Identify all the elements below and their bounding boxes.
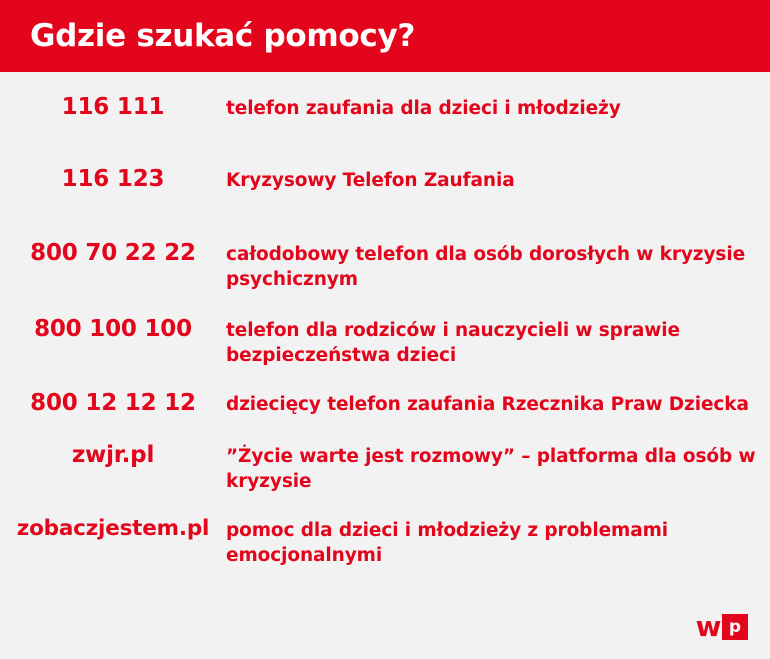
header-bar [0, 0, 770, 72]
contact-description: ”Życie warte jest rozmowy” – platforma dla osób w kryzysie [226, 446, 756, 493]
contact-description: pomoc dla dzieci i młodzieży z problemami emocjonalnymi [226, 520, 668, 567]
wp-logo [695, 610, 748, 643]
contact-number: 800 100 100 [34, 316, 192, 342]
list-item [0, 514, 770, 574]
contact-number: 800 70 22 22 [30, 240, 196, 266]
contact-number: 116 123 [61, 166, 165, 192]
contact-description: telefon zaufania dla dzieci i młodzieży [226, 98, 621, 119]
contact-website[interactable]: zwjr.pl [71, 442, 155, 468]
list-item [0, 388, 770, 440]
list-item [0, 92, 770, 164]
list-item [0, 238, 770, 314]
list-item [0, 314, 770, 388]
contact-number: 800 12 12 12 [30, 390, 196, 416]
list-item [0, 164, 770, 238]
contact-description: dziecięcy telefon zaufania Rzecznika Praw Dziecka [226, 394, 749, 415]
contact-description: Kryzysowy Telefon Zaufania [226, 170, 515, 191]
logo-letter-p: p [722, 614, 748, 640]
list-item [0, 440, 770, 514]
logo-letter-w: w [695, 610, 720, 643]
contact-description: całodobowy telefon dla osób dorosłych w kryzysie psychicznym [226, 244, 746, 291]
page-title: Gdzie szukać pomocy? [30, 17, 416, 54]
contact-list [0, 92, 770, 574]
contact-description: telefon dla rodziców i nauczycieli w sprawie bezpieczeństwa dzieci [226, 320, 680, 367]
contact-website[interactable]: zobaczjestem.pl [16, 516, 210, 541]
contact-number: 116 111 [61, 94, 165, 120]
